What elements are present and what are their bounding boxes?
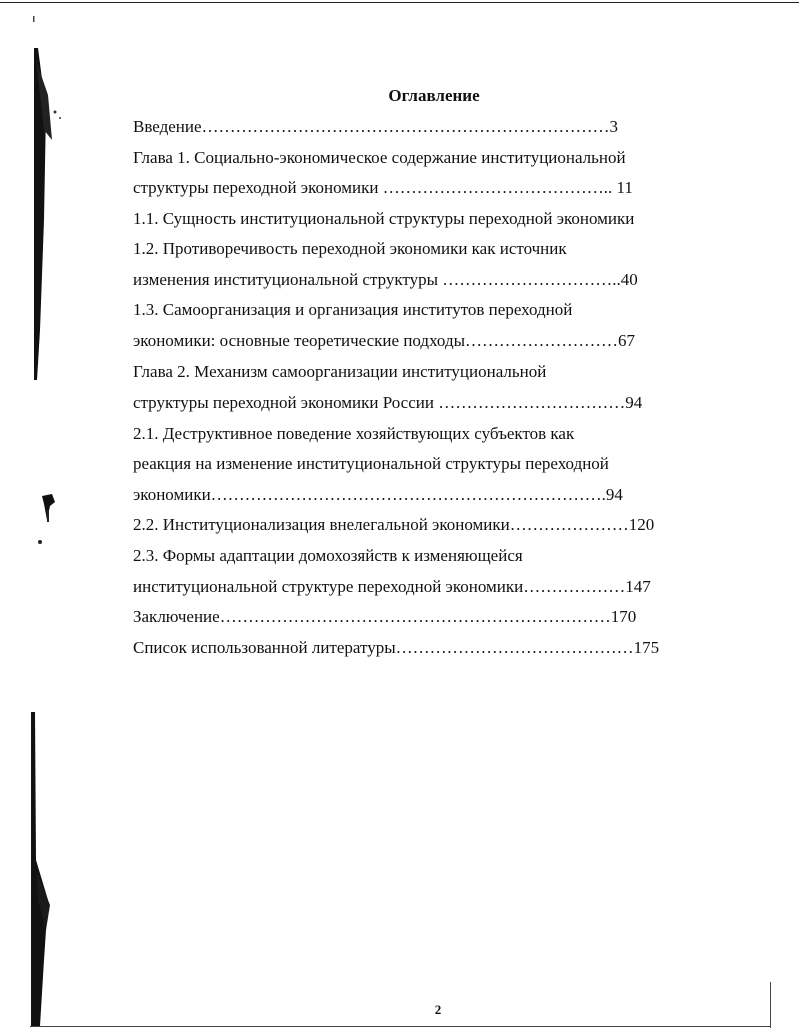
toc-entry-chapter-2: Глава 2. Механизм самоорганизации институциональной xyxy=(133,362,547,381)
toc-entry-section-2-3: 2.3. Формы адаптации домохозяйств к изменяющейся xyxy=(133,546,523,565)
scan-bottom-border xyxy=(30,1026,770,1027)
scan-left-margin-artifacts xyxy=(0,0,80,1034)
toc-entry-section-1-3: 1.3. Самоорганизация и организация институтов переходной xyxy=(133,300,573,319)
toc-entry-section-1-1: 1.1. Сущность институциональной структуры переходной экономики xyxy=(133,209,635,228)
toc-entry-bibliography: Список использованной литературы……………………………………175 xyxy=(133,638,660,657)
toc-entry-chapter-2-cont: структуры переходной экономики России ……………………………94 xyxy=(133,393,643,412)
toc-entry-section-2-1-cont2: экономики…………………………………………………………….94 xyxy=(133,485,623,504)
toc-entry-section-1-2-cont: изменения институциональной структуры …………………………..40 xyxy=(133,270,638,289)
toc-entry-section-2-1-cont: реакция на изменение институциональной структуры переходной xyxy=(133,454,609,473)
toc-entry-chapter-1-cont: структуры переходной экономики ………………………………….. 11 xyxy=(133,178,633,197)
toc-entry-section-2-2: 2.2. Институционализация внелегальной экономики…………………120 xyxy=(133,515,655,534)
toc-title: Оглавление xyxy=(388,86,480,105)
page-number: 2 xyxy=(434,1002,442,1017)
scan-top-border xyxy=(0,2,799,3)
toc-entry-introduction: Введение………………………………………………………………3 xyxy=(133,117,619,136)
toc-entry-section-1-2: 1.2. Противоречивость переходной экономики как источник xyxy=(133,239,567,258)
toc-entry-conclusion: Заключение……………………………………………………………170 xyxy=(133,607,637,626)
toc-entry-section-1-3-cont: экономики: основные теоретические подходы………………………67 xyxy=(133,331,636,350)
scan-right-edge xyxy=(770,982,771,1028)
toc-entry-section-2-1: 2.1. Деструктивное поведение хозяйствующих субъектов как xyxy=(133,424,575,443)
toc-entry-chapter-1: Глава 1. Социально-экономическое содержание институциональной xyxy=(133,148,626,167)
toc-entry-section-2-3-cont: институциональной структуре переходной экономики………………147 xyxy=(133,577,651,596)
